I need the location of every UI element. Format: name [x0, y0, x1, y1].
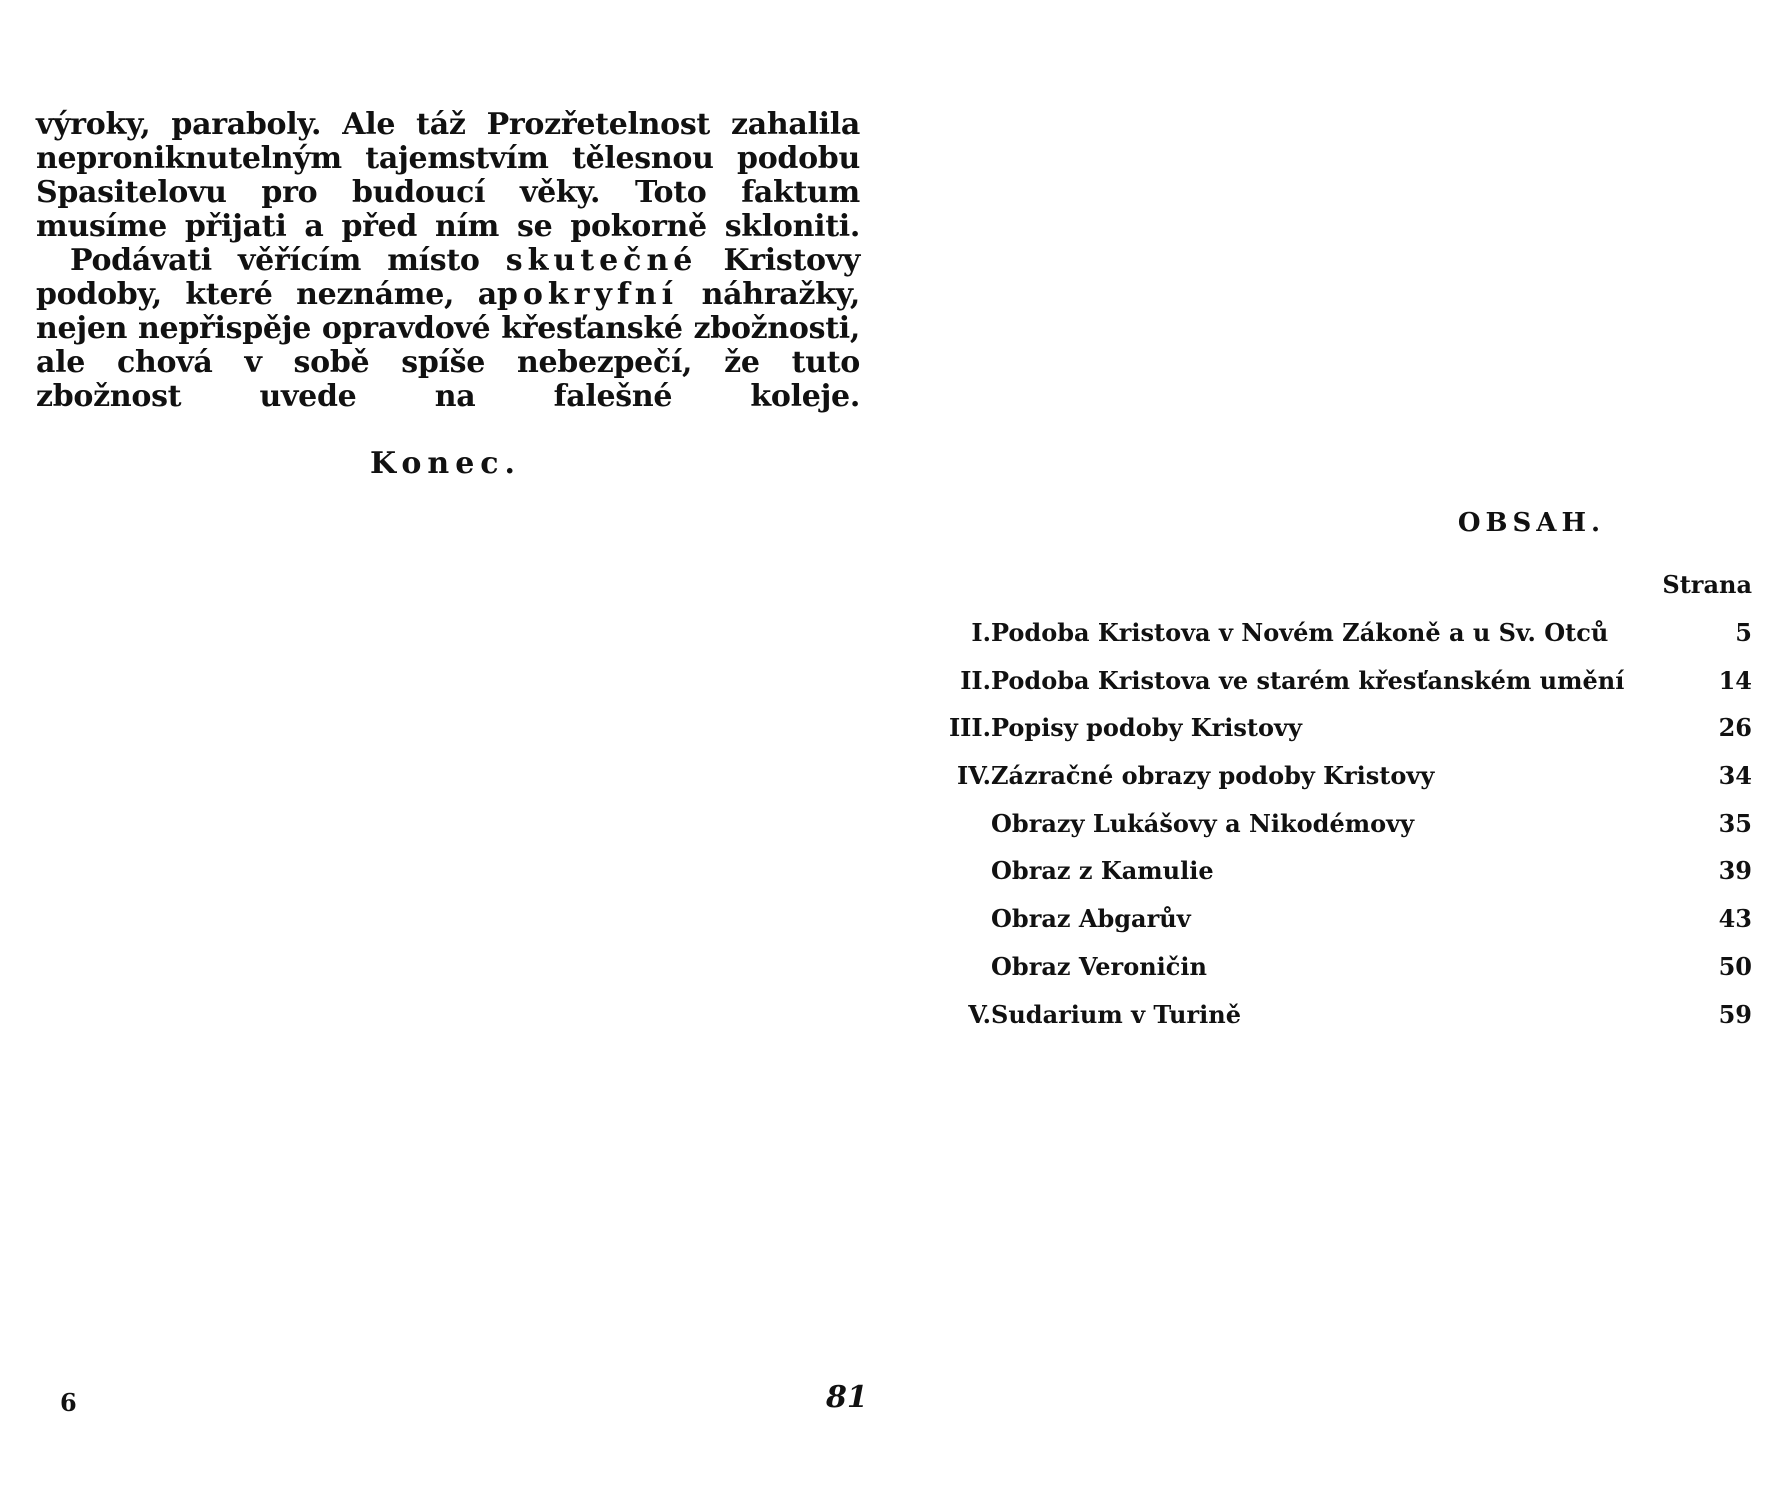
toc-entry-page: 39 [1718, 856, 1752, 886]
toc-entry-title: Obraz z Kamulie [991, 856, 1214, 886]
page-number: 81 [826, 1380, 868, 1415]
paragraph-2-text-c: náhražky, nejen nepřispěje opravdové křesťanské zbožnosti, ale chová v sobě spíše nebezpečí, že tuto zbožnost uvede na falešné koleje. [36, 277, 860, 414]
toc-entry-page: 26 [1718, 713, 1752, 743]
paragraph-2-text-b: Kristovy podoby, které neznáme, a [36, 243, 860, 312]
konec-heading: Konec. [369, 446, 522, 481]
toc-entry-title: Sudarium v Turině [991, 999, 1241, 1029]
emphasis-skutecne: skutečné [505, 243, 698, 278]
toc-entry-title: Zázračné obrazy podoby Kristovy [991, 761, 1435, 791]
toc-entry-page: 34 [1718, 761, 1752, 791]
paragraph-2-text-a: Podávati věřícím místo [70, 243, 506, 278]
toc-entry [891, 664, 1752, 712]
toc-entry [891, 998, 1752, 1046]
toc-entry [891, 950, 1752, 998]
toc-entry-page: 50 [1718, 951, 1752, 981]
toc-entry-title: Obraz Veroničin [991, 951, 1207, 981]
toc-entry-page: 43 [1718, 904, 1752, 934]
toc-entry-title: Podoba Kristova ve starém křesťanském umění [991, 665, 1625, 695]
toc-entry-title: Obraz Abgarův [991, 904, 1191, 934]
toc-entry [891, 711, 1752, 759]
toc-entry [891, 854, 1752, 902]
toc-entry-number: IV. [956, 761, 991, 791]
toc-entry-title: Podoba Kristova v Novém Zákoně a u Sv. Otců [991, 618, 1609, 647]
toc-entry-number: II. [960, 665, 991, 695]
toc-entry-page: 35 [1718, 808, 1752, 838]
paragraph-1: výroky, paraboly. Ale táž Prozřetelnost zahalila neproniknutelným tajemstvím tělesnou podobu Spasitelovu pro budoucí věky. Toto faktum musíme přijati a před ním se pokorně skloniti. [36, 107, 860, 244]
contents-title: OBSAH. [1457, 508, 1606, 538]
signature-mark: 6 [60, 1388, 77, 1417]
toc-entry-number: I. [971, 618, 991, 647]
right-page [891, 0, 1782, 1500]
toc-entry-page: 14 [1718, 665, 1752, 695]
table-of-contents [891, 616, 1752, 1045]
emphasis-pokryfni: pokryfní [496, 277, 678, 312]
toc-entry-page: 59 [1718, 999, 1752, 1029]
toc-entry-number: III. [948, 713, 991, 743]
toc-entry [891, 759, 1752, 807]
toc-entry-title: Popisy podoby Kristovy [991, 713, 1302, 743]
toc-entry [891, 616, 1752, 664]
toc-entry [891, 902, 1752, 950]
body-text [36, 108, 860, 414]
toc-entry [891, 807, 1752, 855]
paragraph-2 [36, 244, 860, 414]
page-column-header: Strana [1662, 570, 1752, 599]
toc-entry-page: 5 [1735, 618, 1752, 647]
toc-entry-title: Obrazy Lukášovy a Nikodémovy [991, 808, 1415, 838]
toc-entry-number: V. [968, 999, 991, 1029]
